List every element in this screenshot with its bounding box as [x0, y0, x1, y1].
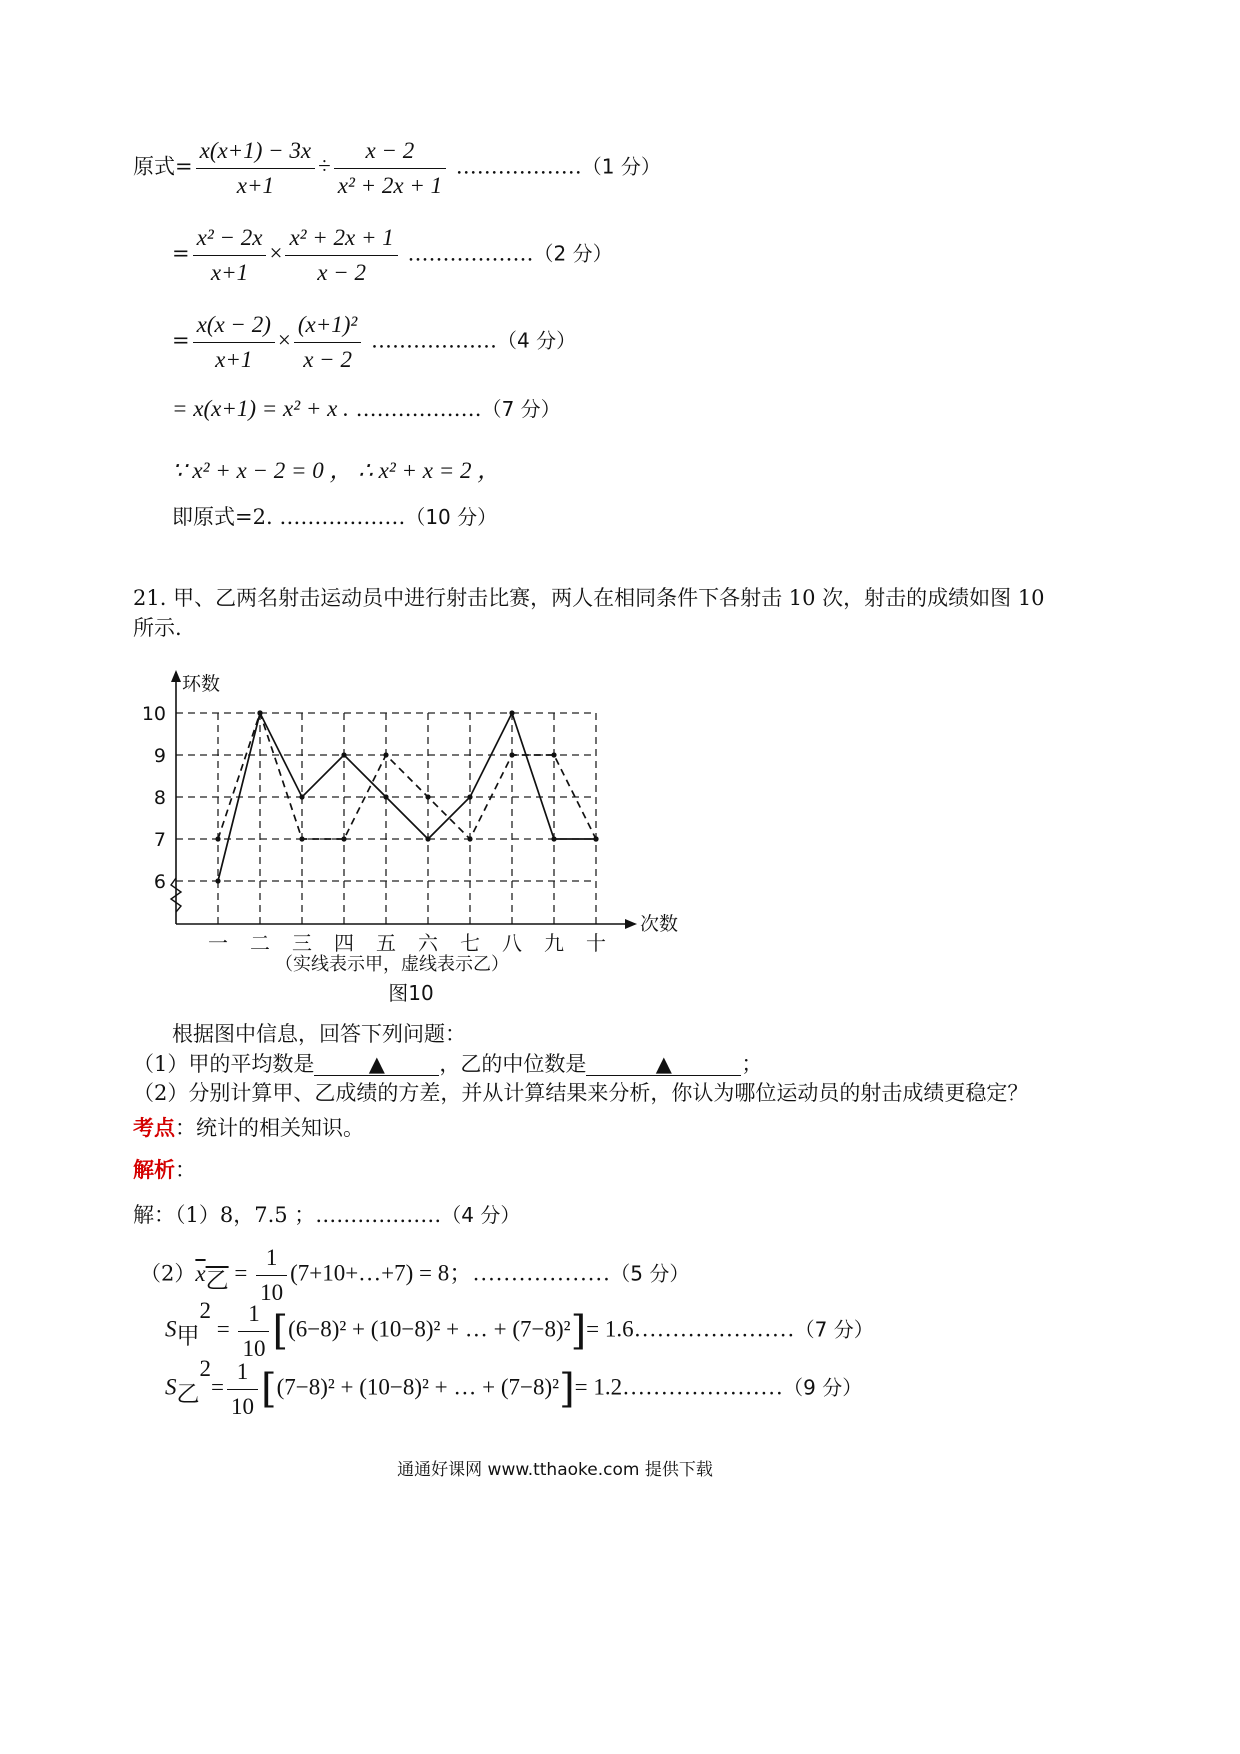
jiexi-label: 解析 [133, 1158, 175, 1182]
answer-prompt: 根据图中信息，回答下列问题： [172, 1022, 466, 1046]
step-prefix: 原式= [133, 154, 193, 179]
y-axis-label: 环数 [182, 673, 221, 695]
score-label: （4 分） [497, 328, 577, 353]
y-axis-arrow [171, 670, 181, 682]
score-label: （5 分） [610, 1261, 690, 1286]
data-point-乙 [257, 710, 262, 715]
dots: ……………… [407, 241, 534, 266]
data-point-乙 [551, 752, 556, 757]
x-tick-label: 十 [586, 931, 606, 955]
kaodian: 考点：统计的相关知识。 [133, 1116, 364, 1140]
y-tick-label: 9 [153, 745, 166, 767]
figure-10-chart [130, 660, 750, 1020]
score-label: （9 分） [783, 1375, 863, 1400]
x-tick-label: 三 [292, 931, 312, 955]
dots: ……………… [371, 328, 497, 353]
data-point-甲 [341, 752, 346, 757]
answer-part-1: 解：（1）8，7.5 ；………………（4 分） [133, 1203, 521, 1227]
question-21-part-2: （2）分别计算甲、乙成绩的方差，并从计算结果来分析，你认为哪位运动员的射击成绩更稳定？ [133, 1081, 1029, 1105]
triangle-icon: ▲ [655, 1052, 672, 1076]
data-point-甲 [509, 710, 514, 715]
fraction: $\frac{x - 2}{\text{x² + 2x + 1}}$ [334, 137, 446, 199]
step-5: ∵ x² + x − 2 = 0 ， ∴ x² + x = 2 ， [172, 458, 501, 483]
variance-jia: $S_甲^2$ = $\frac{1}{10}$ [(6−8)² + (10−8)² + … + (7−8)²]= 1.6…………………（7 分） [165, 1298, 874, 1361]
dots: ……………… [355, 397, 482, 421]
fraction: $\frac{\text{x² − 2x}}{x+1}$ [193, 224, 267, 286]
mean-symbol: $x_乙$ [195, 1260, 229, 1293]
x-tick-label: 九 [544, 931, 564, 955]
data-point-甲 [383, 794, 388, 799]
fraction: $\frac{1}{10}$ [256, 1244, 287, 1306]
triangle-icon: ▲ [368, 1052, 385, 1076]
data-point-甲 [299, 794, 304, 799]
x-tick-label: 六 [418, 931, 438, 955]
step-prefix: = [172, 241, 190, 266]
kaodian-label: 考点 [133, 1116, 175, 1140]
step-2: = $\frac{\text{x² − 2x}}{x+1}$ × $\frac{\text{x² + 2x + 1}}{x - 2}$ ………………（2 分） [172, 225, 613, 285]
step-1: 原式= $\frac{x(x+1) - 3x}{x+1}$ ÷ $\frac{x - 2}{\text{x² + 2x + 1}}$ ………………（1 分） [133, 138, 661, 198]
data-point-甲 [467, 794, 472, 799]
x-axis-label: 次数 [640, 913, 679, 935]
step-6: 即原式=2. ………………（10 分） [172, 505, 498, 529]
data-point-乙 [593, 836, 598, 841]
chart-grid [176, 713, 596, 924]
data-point-乙 [299, 836, 304, 841]
y-tick-label: 7 [153, 829, 166, 851]
data-point-甲 [551, 836, 556, 841]
data-point-乙 [341, 836, 346, 841]
score-label: （7 分） [794, 1317, 874, 1342]
answer-blank-1[interactable] [314, 1054, 439, 1076]
x-tick-label: 二 [250, 931, 270, 955]
x-tick-label: 四 [334, 931, 354, 955]
data-point-甲 [425, 836, 430, 841]
figure-caption: 图10 [388, 981, 434, 1005]
x-tick-label: 一 [208, 931, 228, 955]
chart-axes [171, 670, 637, 929]
data-point-乙 [467, 836, 472, 841]
answer-part-2: $(2)x_乙$ = $\frac{1}{10}$ (7+10+…+7) = 8；………………（5 分） [140, 1245, 690, 1305]
y-tick-label: 6 [153, 871, 166, 893]
score-label: （4 分） [441, 1203, 521, 1227]
page-footer: 通通好课网 www.tthaoke.com 提供下载 [397, 1460, 713, 1480]
data-point-甲 [215, 878, 220, 883]
x-tick-label: 五 [376, 931, 396, 955]
step-4: = x(x+1) = x² + x . ………………（7 分） [172, 396, 561, 421]
dots: ……………… [279, 505, 406, 529]
fraction: $\frac{\text{x² + 2x + 1}}{x - 2}$ [285, 224, 397, 286]
score-label: （2 分） [533, 241, 613, 266]
data-point-乙 [383, 752, 388, 757]
fraction: $\frac{1}{10}$ [238, 1300, 269, 1362]
step-prefix: = [172, 328, 190, 353]
variance-yi: $S_乙^2=$ $\frac{1}{10}$ [(7−8)² + (10−8)² + … + (7−8)²]= 1.2…………………（9 分） [165, 1356, 863, 1419]
data-point-乙 [215, 836, 220, 841]
data-point-乙 [425, 794, 430, 799]
score-label: （7 分） [481, 397, 561, 421]
score-label: （10 分） [405, 505, 498, 529]
y-tick-label: 8 [153, 787, 166, 809]
series-line-乙 [218, 713, 596, 839]
data-point-乙 [509, 752, 514, 757]
y-tick-label: 10 [141, 703, 166, 725]
question-21-part-1: （1）甲的平均数是 ▲ ，乙的中位数是 ▲ ； [133, 1052, 763, 1076]
jiexi: 解析： [133, 1158, 196, 1182]
x-axis-arrow [625, 919, 637, 929]
score-label: （1 分） [581, 154, 661, 179]
fraction: $\frac{\text{(x+1)²}}{x - 2}$ [294, 311, 361, 373]
x-tick-label: 七 [460, 931, 480, 955]
step-3: = $\frac{x(x - 2)}{x+1}$ × $\frac{\text{(x+1)²}}{x - 2}$ ………………（4 分） [172, 312, 577, 372]
fraction: $\frac{x(x+1) - 3x}{x+1}$ [196, 137, 316, 199]
fraction: $\frac{1}{10}$ [227, 1358, 258, 1420]
dots: ……………… [455, 154, 582, 179]
answer-blank-2[interactable] [586, 1054, 741, 1076]
question-21-line-2: 所示. [133, 616, 182, 640]
legend-note: （实线表示甲，虚线表示乙） [275, 954, 509, 975]
question-21-line-1: 21. 甲、乙两名射击运动员中进行射击比赛，两人在相同条件下各射击 10 次，射击的成绩如图 10 [133, 586, 1045, 610]
x-tick-label: 八 [502, 931, 522, 955]
fraction: $\frac{x(x - 2)}{x+1}$ [193, 311, 275, 373]
